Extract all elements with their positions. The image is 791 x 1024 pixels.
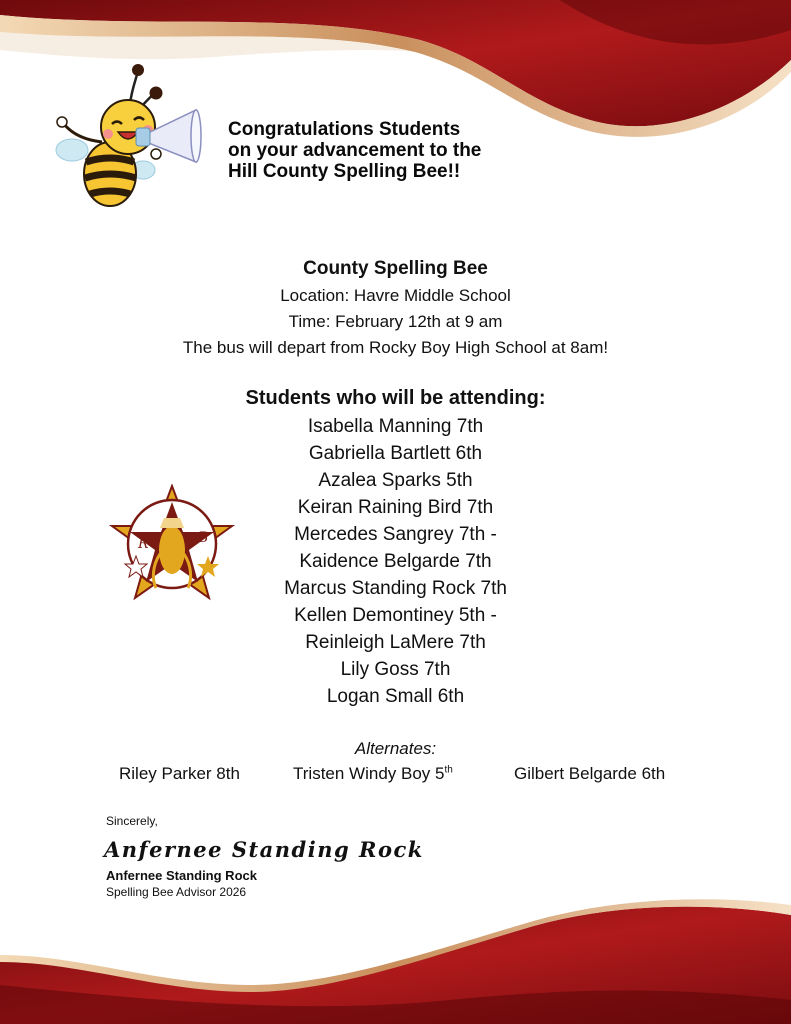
heading-line-3: Hill County Spelling Bee!!: [228, 161, 461, 182]
logo-letter-left: R: [138, 536, 149, 552]
alternates-title: Alternates:: [354, 739, 437, 758]
student-item: Keiran Raining Bird 7th: [297, 497, 494, 518]
student-item: Kellen Demontiney 5th -: [294, 605, 497, 626]
student-item: Isabella Manning 7th: [307, 416, 484, 437]
event-time: Time: February 12th at 9 am: [288, 312, 503, 331]
closing-sincerely: Sincerely,: [106, 814, 158, 828]
student-item: Azalea Sparks 5th: [318, 470, 473, 491]
signer-name: Anfernee Standing Rock: [106, 868, 257, 883]
student-item: Reinleigh LaMere 7th: [305, 632, 486, 653]
student-item: Logan Small 6th: [326, 686, 465, 707]
logo-letter-right: B: [198, 530, 209, 546]
student-item: Kaidence Belgarde 7th: [299, 551, 492, 572]
student-item: Mercedes Sangrey 7th -: [294, 524, 497, 545]
student-item: Marcus Standing Rock 7th: [284, 578, 507, 599]
signer-title: Spelling Bee Advisor 2026: [106, 885, 247, 899]
alternate-item: Gilbert Belgarde 6th: [514, 764, 666, 783]
bottom-wave: [0, 899, 791, 1024]
alternate-name: Tristen Windy Boy 5: [293, 764, 445, 783]
alternate-item: [293, 764, 453, 784]
ordinal-suffix: th: [444, 764, 453, 776]
congratulations-heading: [228, 119, 481, 182]
heading-line-1: Congratulations Students: [228, 119, 461, 140]
heading-line-2: on your advancement to the: [228, 140, 482, 161]
signature: Anfernee Standing Rock: [104, 837, 424, 862]
student-item: Lily Goss 7th: [340, 659, 451, 680]
alternate-item: Riley Parker 8th: [119, 764, 240, 783]
school-star-logo: [108, 484, 236, 604]
bee-megaphone-illustration: [50, 62, 202, 212]
student-item: Gabriella Bartlett 6th: [308, 443, 483, 464]
event-location: Location: Havre Middle School: [280, 286, 511, 305]
event-bus-note: The bus will depart from Rocky Boy High School at 8am!: [182, 338, 609, 357]
event-title: County Spelling Bee: [303, 258, 488, 279]
students-title: Students who will be attending:: [245, 387, 546, 409]
